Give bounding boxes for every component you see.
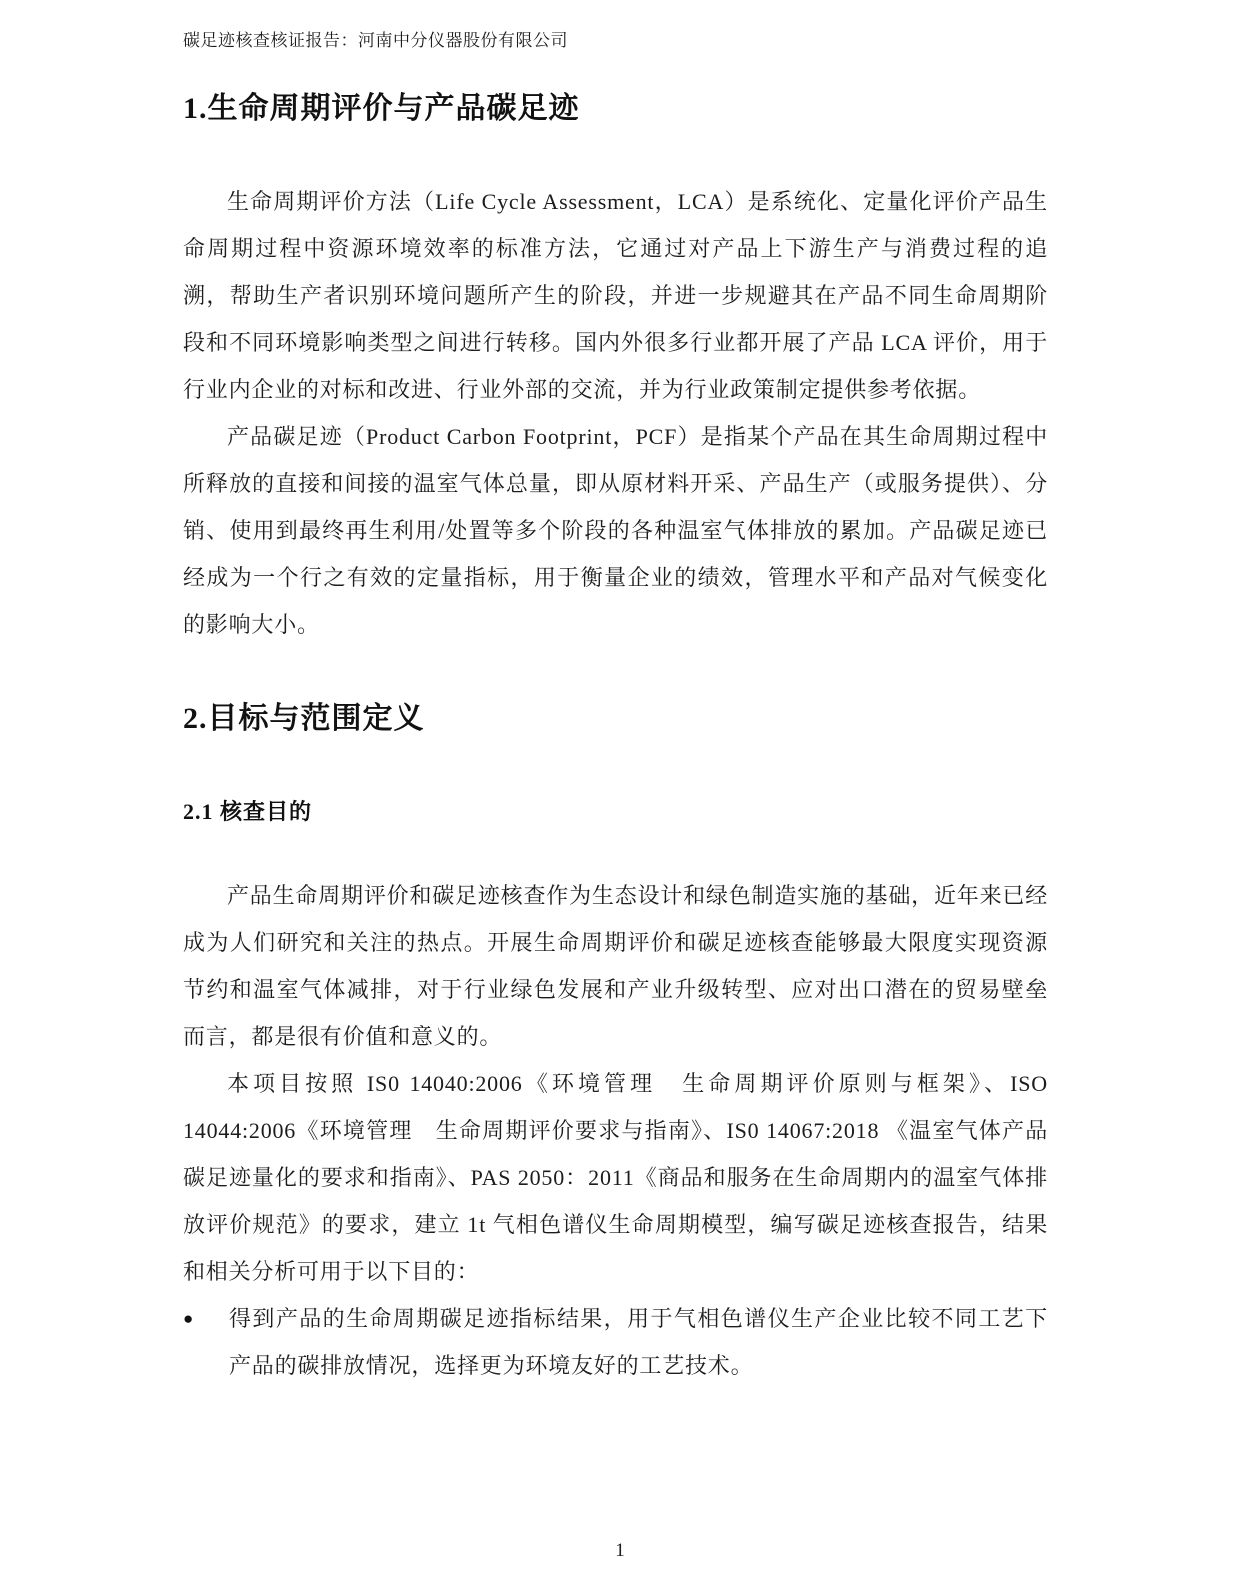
bullet-item: [183, 1295, 1048, 1389]
section-2-heading: 2.目标与范围定义: [183, 702, 425, 735]
bullet-marker-icon: ●: [183, 1309, 194, 1328]
subsection-2-1-paragraph-1: 产品生命周期评价和碳足迹核查作为生态设计和绿色制造实施的基础，近年来已经成为人们研究和关注的热点。开展生命周期评价和碳足迹核查能够最大限度实现资源节约和温室气体减排，对于行业绿色发展和产业升级转型、应对出口潜在的贸易壁垒而言，都是很有价值和意义的。: [183, 883, 1048, 1049]
page-number: 1: [615, 1540, 625, 1561]
bullet-item-text: 得到产品的生命周期碳足迹指标结果，用于气相色谱仪生产企业比较不同工艺下产品的碳排放情况，选择更为环境友好的工艺技术。: [229, 1306, 1048, 1378]
running-header: 碳足迹核查核证报告：河南中分仪器股份有限公司: [183, 31, 568, 50]
section-1-paragraph-2: 产品碳足迹（Product Carbon Footprint，PCF）是指某个产品在其生命周期过程中所释放的直接和间接的温室气体总量，即从原材料开采、产品生产（或服务提供）、分销、使用到最终再生利用/处置等多个阶段的各种温室气体排放的累加。产品碳足迹已经成为一个行之有效的定量指标，用于衡量企业的绩效，管理水平和产品对气候变化的影响大小。: [183, 424, 1048, 637]
section-1-paragraph-1: 生命周期评价方法（Life Cycle Assessment，LCA）是系统化、定量化评价产品生命周期过程中资源环境效率的标准方法，它通过对产品上下游生产与消费过程的追溯，帮助生产者识别环境问题所产生的阶段，并进一步规避其在产品不同生命周期阶段和不同环境影响类型之间进行转移。国内外很多行业都开展了产品 LCA 评价，用于行业内企业的对标和改进、行业外部的交流，并为行业政策制定提供参考依据。: [183, 189, 1048, 402]
subsection-2-1-paragraph-2: 本项目按照 IS0 14040:2006《环境管理 生命周期评价原则与框架》、ISO 14044:2006《环境管理 生命周期评价要求与指南》、IS0 14067:2018 《温室气体产品碳足迹量化的要求和指南》、PAS 2050：2011《商品和服务在生命周期内的温室气体排放评价规范》的要求，建立 1t 气相色谱仪生命周期模型，编写碳足迹核查报告，结果和相关分析可用于以下目的：: [183, 1071, 1048, 1284]
section-1-heading: 1.生命周期评价与产品碳足迹: [183, 92, 580, 125]
subsection-2-1-heading: 2.1 核查目的: [183, 799, 313, 824]
